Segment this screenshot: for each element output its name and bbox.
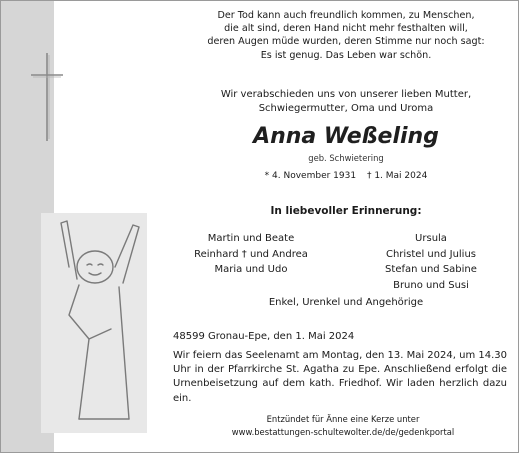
- poem-line: die alt sind, deren Hand nicht mehr festhalten will,: [224, 23, 468, 35]
- candle-notice: [173, 413, 513, 438]
- place-date: 48599 Gronau-Epe, den 1. Mai 2024: [173, 331, 355, 342]
- family-entry: Stefan und Sabine: [385, 264, 477, 275]
- poem: [181, 9, 511, 62]
- family-list-left: [181, 231, 321, 278]
- intro-text: [181, 88, 511, 115]
- family-entry: Bruno und Susi: [393, 279, 469, 291]
- poem-line: Der Tod kann auch freundlich kommen, zu Menschen,: [217, 10, 475, 21]
- family-entry: Maria und Udo: [214, 264, 288, 275]
- intro-line: Wir verabschieden uns von unserer lieben Mutter,: [220, 89, 472, 100]
- family-entry: Martin und Beate: [207, 233, 295, 244]
- service-details: Wir feiern das Seelenamt am Montag, den 13. Mai 2024, um 14.30 Uhr in der Pfarrkirche St. Agatha zu Epe. Anschließend erfolgt die Urnenbeisetzung auf dem kath. Friedhof. Wir laden herzlich dazu ein.: [173, 350, 507, 404]
- poem-line: Es ist genug. Das Leben war schön.: [260, 49, 432, 61]
- life-dates: [181, 171, 511, 181]
- family-entry: Christel und Julius: [385, 248, 477, 260]
- figure-illustration: [59, 219, 143, 429]
- candle-text: Entzündet für Änne eine Kerze unter: [266, 414, 420, 424]
- family-entry: Ursula: [415, 233, 447, 244]
- intro-line: Schwiegermutter, Oma und Uroma: [258, 102, 434, 114]
- deceased-name: Anna Weßeling: [253, 124, 439, 149]
- family-entry: Reinhard † und Andrea: [194, 248, 308, 260]
- birth-name: geb. Schwietering: [308, 153, 384, 163]
- memory-heading: In liebevoller Erinnerung:: [270, 205, 422, 217]
- birth-date: * 4. November 1931: [264, 171, 357, 181]
- family-list-right: [361, 231, 501, 293]
- memorial-portal-link[interactable]: www.bestattungen-schultewolter.de/de/gedenkportal: [231, 426, 455, 437]
- poem-line: deren Augen müde wurden, deren Stimme nur noch sagt:: [207, 36, 485, 48]
- death-date: † 1. Mai 2024: [366, 171, 428, 181]
- cross-icon: [27, 51, 67, 143]
- extended-family: Enkel, Urenkel und Angehörige: [268, 297, 424, 308]
